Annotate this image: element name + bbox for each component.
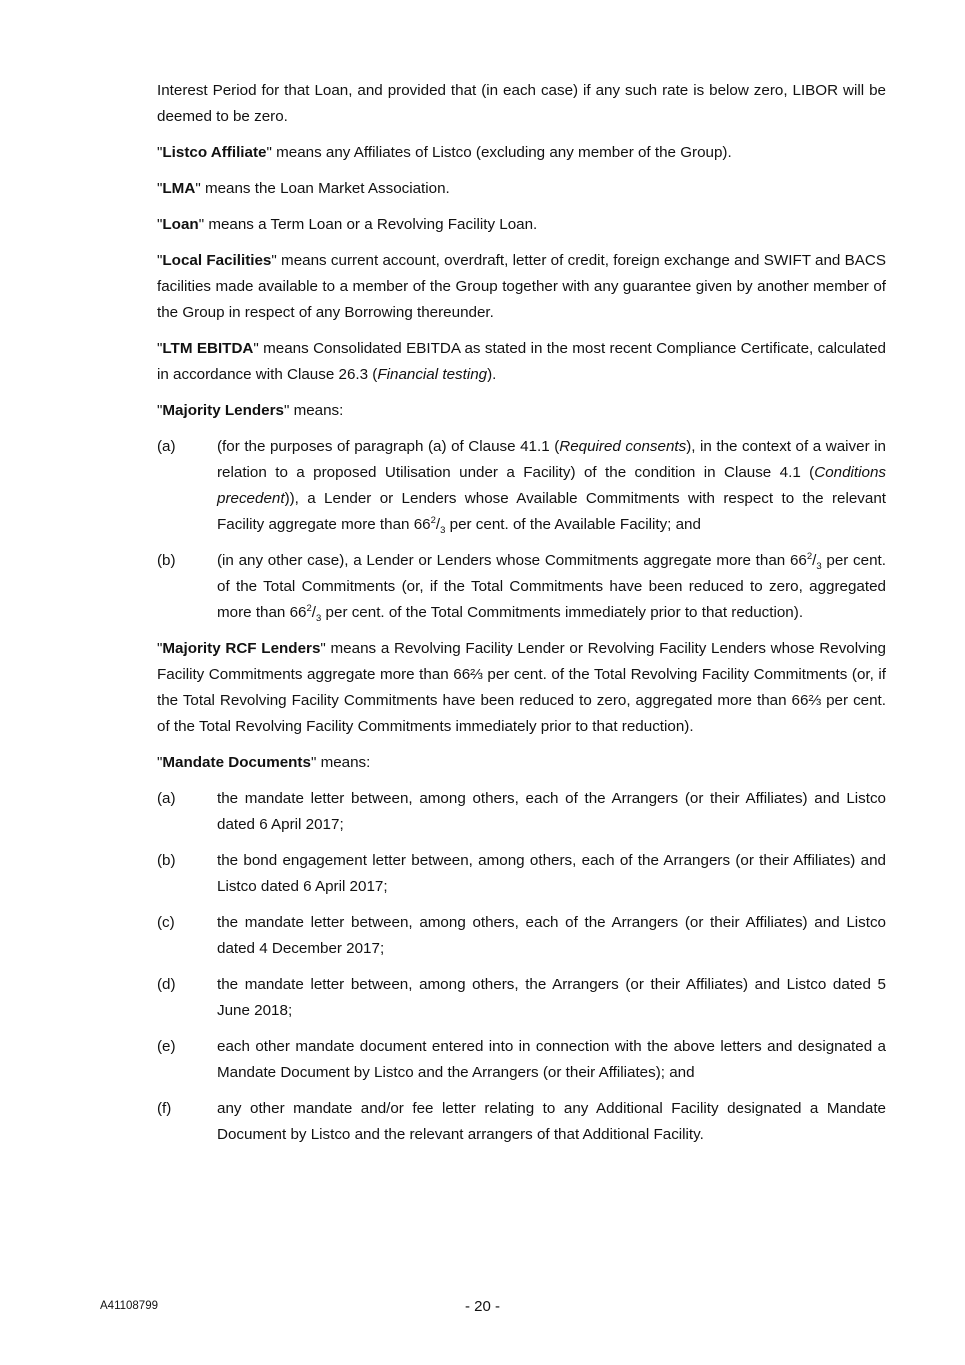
list-item [157, 786, 886, 838]
item-text: the mandate letter between, among others, each of the Arrangers (or their Affiliates) and Listco dated 4 December 2017; [217, 914, 886, 957]
list-item [157, 1096, 886, 1148]
defined-term: Mandate Documents [162, 754, 311, 771]
list-item [157, 548, 886, 626]
item-text: (in any other case), a Lender or Lenders whose Commitments aggregate more than $66^2/_3$ per cent. of the Total Commitments (or, if the Total Commitments have been reduced to zero, aggregated more than $66^2/_3$ per cent. of the Total Commitments immediately prior to that reduction). [217, 550, 886, 625]
defined-term: Majority Lenders [162, 402, 284, 419]
item-label: (d) [157, 976, 176, 993]
definition-mandate-documents: "Mandate Documents" means: [157, 754, 371, 771]
definition-local-facilities: "Local Facilities" means current account, overdraft, letter of credit, foreign exchange and SWIFT and BACS facilities made available to a member of the Group together with any guarantee given by another member of the Group in respect of any Borrowing thereunder. [157, 252, 886, 321]
item-label: (b) [157, 552, 176, 569]
item-text: any other mandate and/or fee letter relating to any Additional Facility designated a Mandate Document by Listco and the relevant arrangers of that Additional Facility. [217, 1100, 886, 1143]
defined-term: Majority RCF Lenders [162, 640, 321, 657]
list-item [157, 848, 886, 900]
defined-term: Local Facilities [162, 252, 272, 269]
list-item [157, 1034, 886, 1086]
definition-majority-lenders: "Majority Lenders" means: [157, 402, 344, 419]
list-item [157, 910, 886, 962]
defined-term: Loan [162, 216, 199, 233]
definition-listco-affiliate: "Listco Affiliate" means any Affiliates of Listco (excluding any member of the Group). [157, 144, 732, 161]
list-item [157, 434, 886, 538]
page-number: - 20 - [464, 1298, 500, 1315]
list-item [157, 972, 886, 1024]
defined-term: Listco Affiliate [162, 144, 267, 161]
item-label: (c) [157, 914, 175, 931]
item-text: (for the purposes of paragraph (a) of Clause 41.1 (Required consents), in the context of a waiver in relation to a proposed Utilisation under a Facility) of the condition in Clause 4.1 (Conditions precedent)), a Lender or Lenders whose Available Commitments with respect to the relevant Facility aggregate more than $66^2/_3$ per cent. of the Available Facility; and [217, 438, 886, 537]
item-label: (e) [157, 1038, 176, 1055]
definition-majority-rcf-lenders: "Majority RCF Lenders" means a Revolving Facility Lender or Revolving Facility Lenders whose Revolving Facility Commitments aggregate more than 66⅔ per cent. of the Total Revolving Facility Commitments (or, if the Total Revolving Facility Commitments have been reduced to zero, aggregated more than 66⅔ per cent. of the Total Revolving Facility Commitments immediately prior to that reduction). [157, 640, 886, 735]
document-reference: A41108799 [100, 1300, 158, 1312]
item-text: the mandate letter between, among others, each of the Arrangers (or their Affiliates) and Listco dated 6 April 2017; [217, 790, 886, 833]
item-label: (a) [157, 438, 176, 455]
item-text: the bond engagement letter between, among others, each of the Arrangers (or their Affiliates) and Listco dated 6 April 2017; [217, 852, 886, 895]
item-label: (b) [157, 852, 176, 869]
definition-loan: "Loan" means a Term Loan or a Revolving Facility Loan. [157, 216, 538, 233]
item-text: the mandate letter between, among others, the Arrangers (or their Affiliates) and Listco dated 5 June 2018; [217, 976, 886, 1019]
libor-continuation: Interest Period for that Loan, and provided that (in each case) if any such rate is below zero, LIBOR will be deemed to be zero. [157, 82, 886, 125]
document-body [157, 78, 886, 1158]
item-label: (a) [157, 790, 176, 807]
item-text: each other mandate document entered into in connection with the above letters and designated a Mandate Document by Listco and the Arrangers (or their Affiliates); and [217, 1038, 886, 1081]
definition-ltm-ebitda: "LTM EBITDA" means Consolidated EBITDA as stated in the most recent Compliance Certificate, calculated in accordance with Clause 26.3 (Financial testing). [157, 340, 886, 383]
item-label: (f) [157, 1100, 172, 1117]
definition-lma: "LMA" means the Loan Market Association. [157, 180, 450, 197]
defined-term: LMA [162, 180, 196, 197]
defined-term: LTM EBITDA [162, 340, 254, 357]
